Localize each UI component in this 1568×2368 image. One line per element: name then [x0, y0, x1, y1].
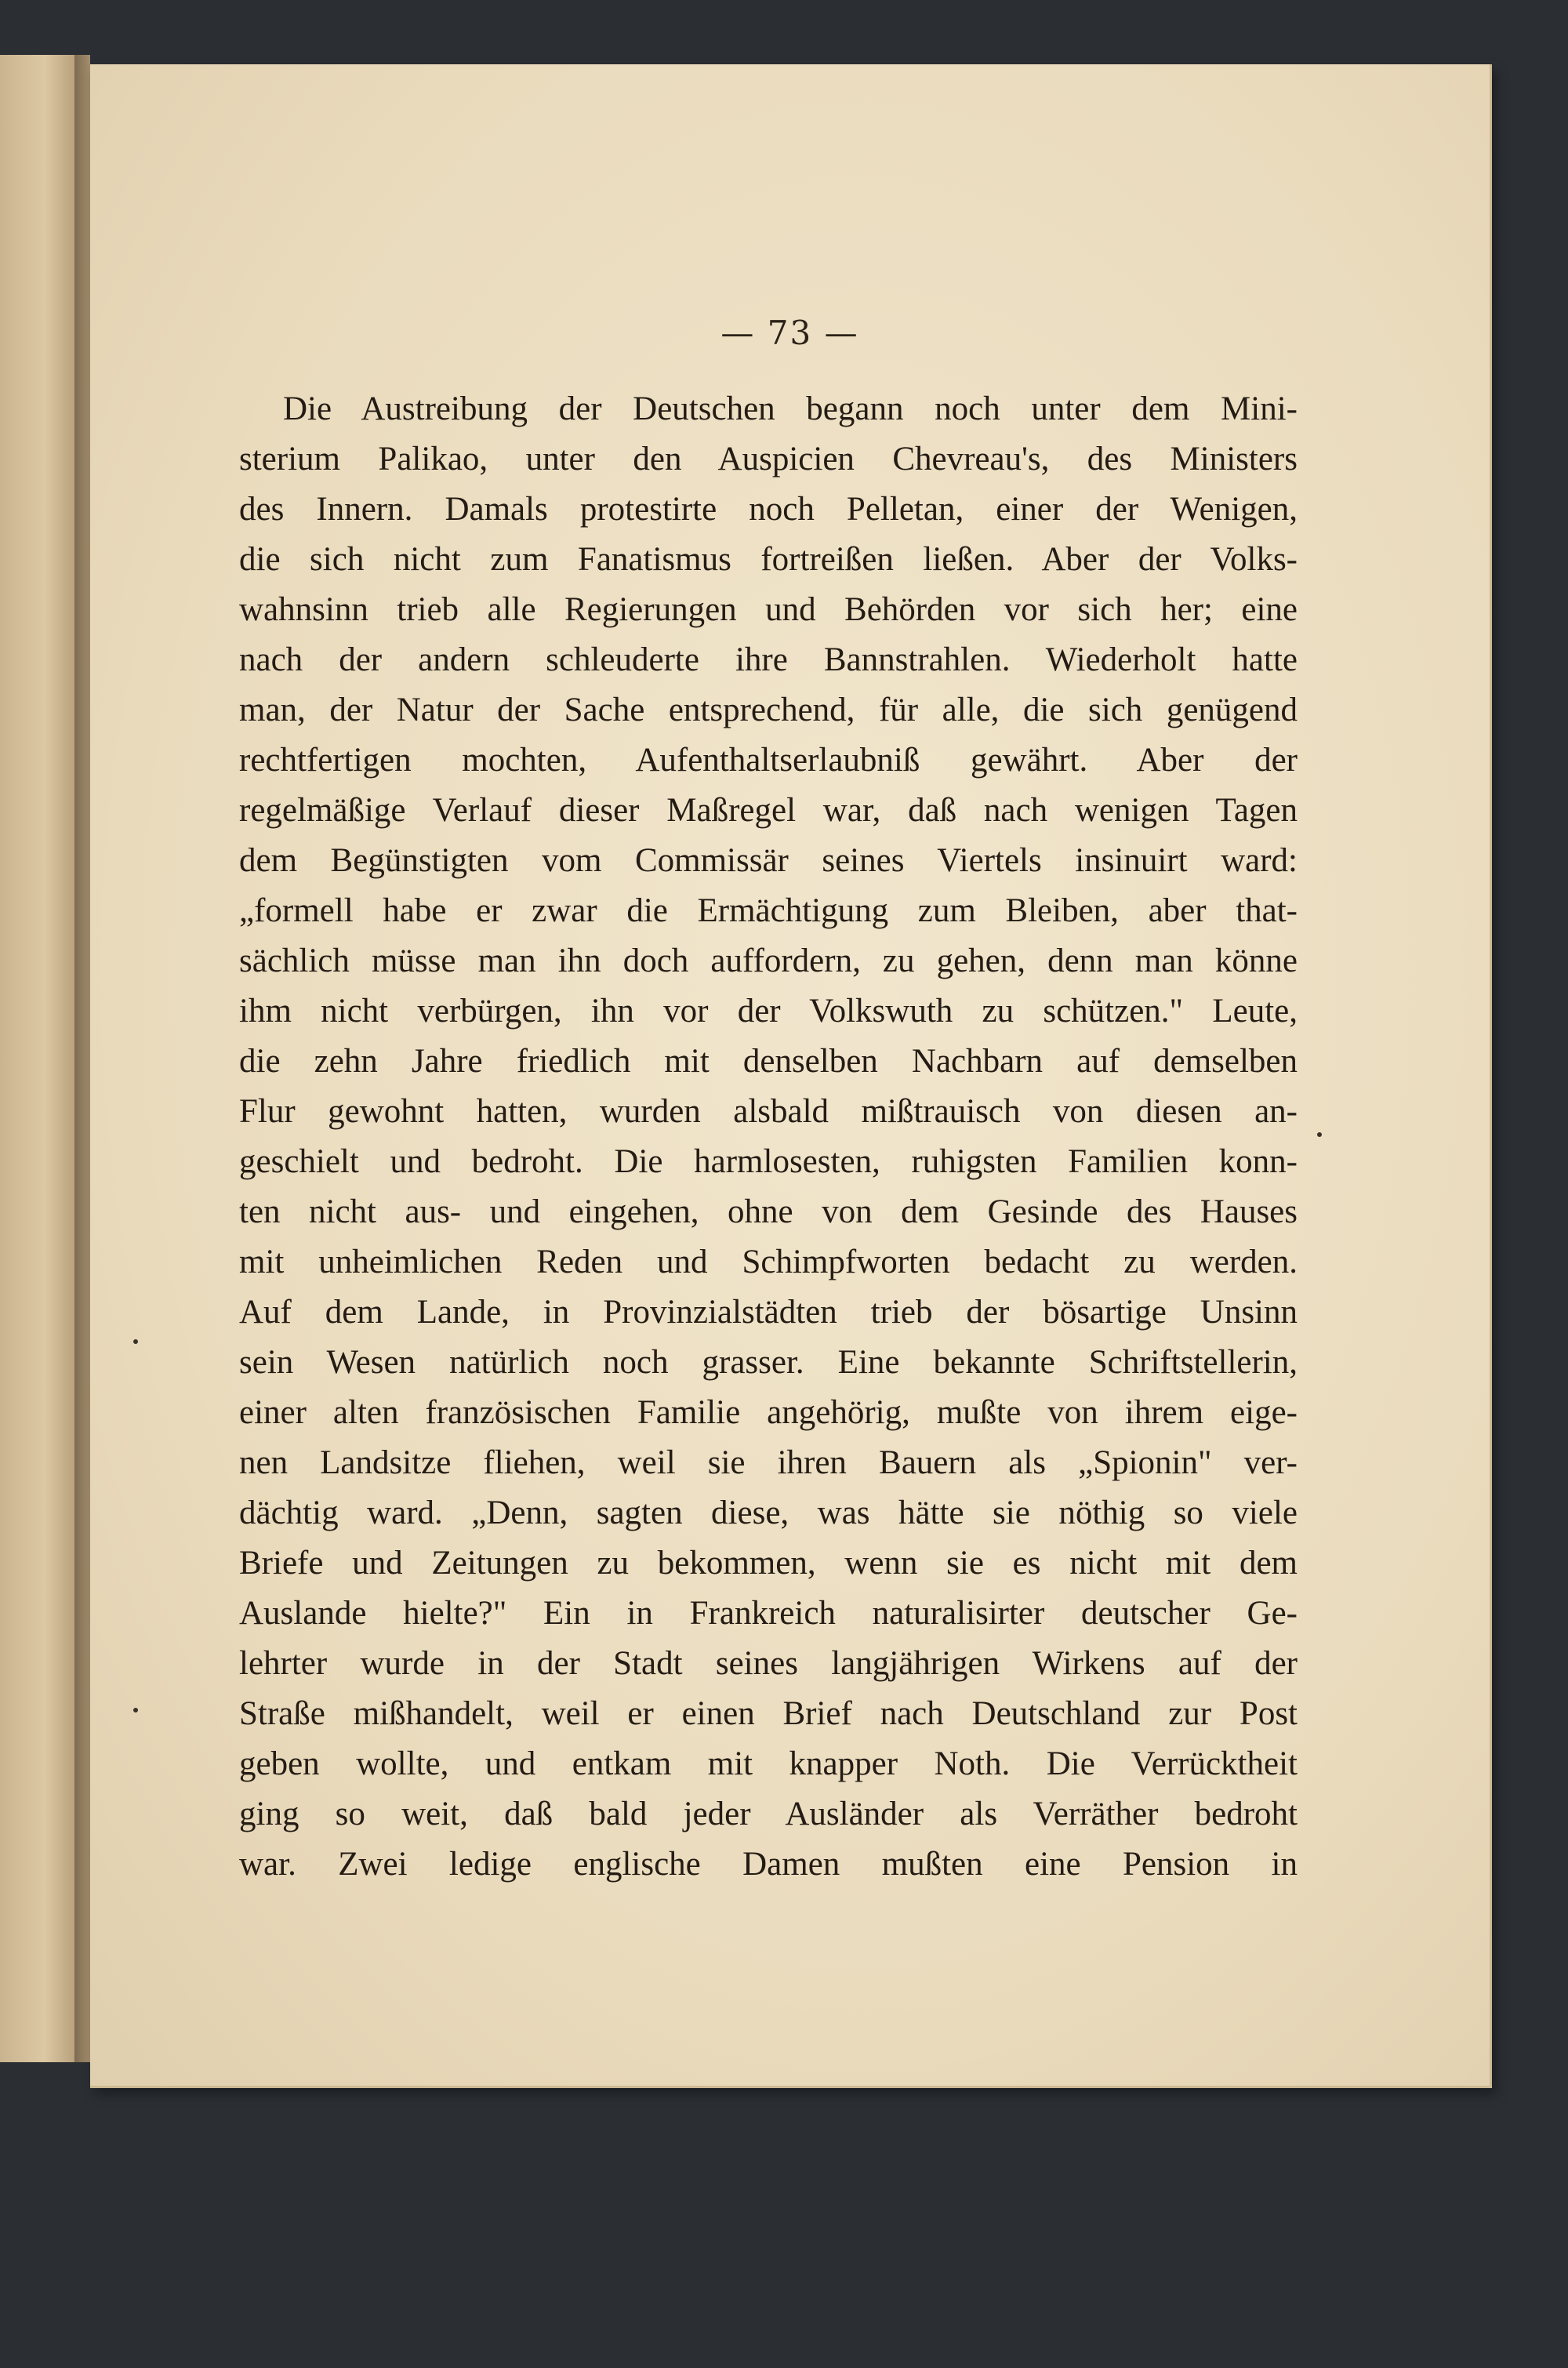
text-line: war. Zwei ledige englische Damen mußten eine Pension in — [239, 1846, 1298, 1883]
text-line: nach der andern schleuderte ihre Bannstrahlen. Wiederholt hatte — [239, 641, 1298, 678]
text-line: Auslande hielte?" Ein in Frankreich naturalisirter deutscher Ge- — [239, 1595, 1298, 1632]
text-line: geschielt und bedroht. Die harmlosesten, ruhigsten Familien konn- — [239, 1143, 1298, 1180]
text-line: sterium Palikao, unter den Auspicien Chevreau's, des Ministers — [239, 441, 1298, 478]
book-gutter — [74, 55, 90, 2062]
text-line: Straße mißhandelt, weil er einen Brief nach Deutschland zur Post — [239, 1695, 1298, 1732]
text-line: dächtig ward. „Denn, sagten diese, was hätte sie nöthig so viele — [239, 1495, 1298, 1531]
text-line: Flur gewohnt hatten, wurden alsbald mißtrauisch von diesen an- — [239, 1093, 1298, 1130]
margin-speck — [1317, 1132, 1322, 1137]
text-line: regelmäßige Verlauf dieser Maßregel war, daß nach wenigen Tagen — [239, 792, 1298, 829]
text-line: nen Landsitze fliehen, weil sie ihren Bauern als „Spionin" ver- — [239, 1444, 1298, 1481]
text-line: einer alten französischen Familie angehörig, mußte von ihrem eige- — [239, 1394, 1298, 1431]
text-line: „formell habe er zwar die Ermächtigung zum Bleiben, aber that- — [239, 892, 1298, 929]
text-line: sächlich müsse man ihn doch auffordern, zu gehen, denn man könne — [239, 942, 1298, 979]
previous-page-edge — [0, 55, 76, 2062]
text-line: man, der Natur der Sache entsprechend, für alle, die sich genügend — [239, 692, 1298, 728]
text-line: Auf dem Lande, in Provinzialstädten trieb der bösartige Unsinn — [239, 1294, 1298, 1331]
text-line: lehrter wurde in der Stadt seines langjährigen Wirkens auf der — [239, 1645, 1298, 1682]
text-line: mit unheimlichen Reden und Schimpfworten bedacht zu werden. — [239, 1244, 1298, 1280]
text-line: des Innern. Damals protestirte noch Pelletan, einer der Wenigen, — [239, 491, 1298, 528]
book-page — [90, 64, 1492, 2088]
text-line: wahnsinn trieb alle Regierungen und Behörden vor sich her; eine — [239, 591, 1298, 628]
text-line: die sich nicht zum Fanatismus fortreißen ließen. Aber der Volks- — [239, 541, 1298, 578]
margin-speck — [133, 1339, 138, 1344]
text-line: Die Austreibung der Deutschen begann noch unter dem Mini- — [283, 390, 1298, 427]
text-line: sein Wesen natürlich noch grasser. Eine bekannte Schriftstellerin, — [239, 1344, 1298, 1381]
text-line: ten nicht aus- und eingehen, ohne von dem Gesinde des Hauses — [239, 1193, 1298, 1230]
margin-speck — [133, 1708, 138, 1712]
text-line: Briefe und Zeitungen zu bekommen, wenn sie es nicht mit dem — [239, 1545, 1298, 1582]
page-number: — 73 — — [720, 314, 859, 352]
text-line: ging so weit, daß bald jeder Ausländer als Verräther bedroht — [239, 1796, 1298, 1832]
text-line: ihm nicht verbürgen, ihn vor der Volkswuth zu schützen." Leute, — [239, 993, 1298, 1030]
text-line: dem Begünstigten vom Commissär seines Viertels insinuirt ward: — [239, 842, 1298, 879]
body-text — [239, 384, 1298, 1890]
text-line: rechtfertigen mochten, Aufenthaltserlaubniß gewährt. Aber der — [239, 742, 1298, 779]
text-line: die zehn Jahre friedlich mit denselben Nachbarn auf demselben — [239, 1043, 1298, 1080]
text-line: geben wollte, und entkam mit knapper Noth. Die Verrücktheit — [239, 1745, 1298, 1782]
